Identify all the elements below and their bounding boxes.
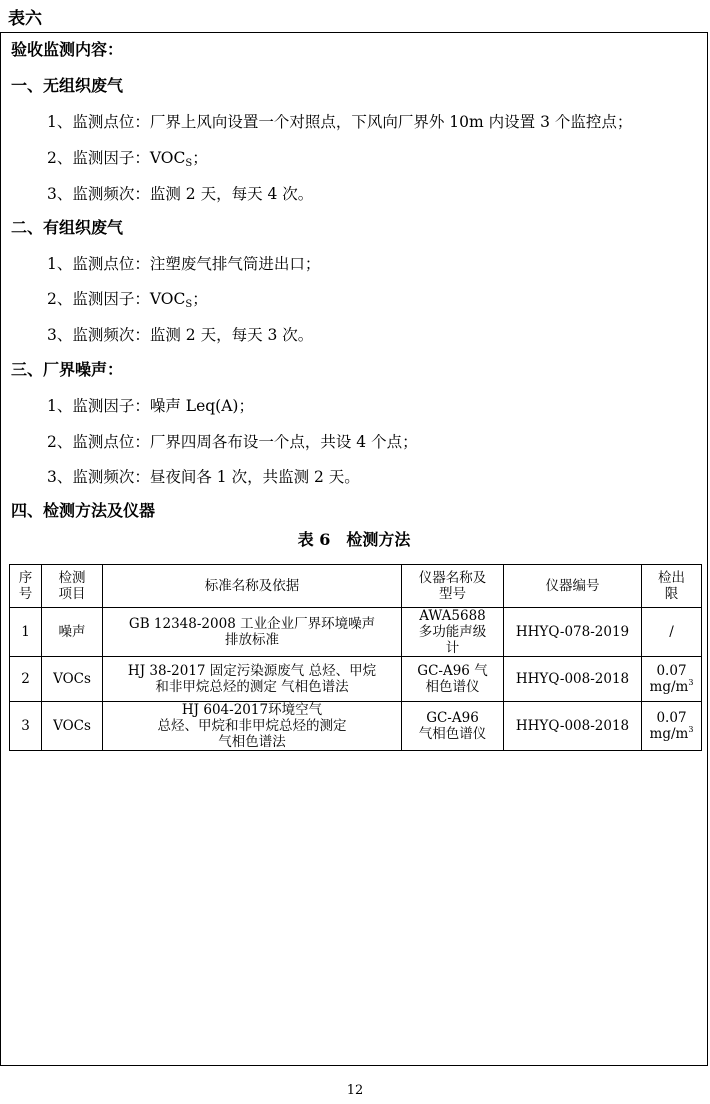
cell-code: HHYQ-008-2018: [504, 657, 642, 702]
table-title: 表 6 检测方法: [297, 530, 411, 549]
page-label: 表六: [8, 9, 42, 29]
unorganized-gas-factor: 2、监测因子：$VOC_S$；: [47, 149, 208, 169]
table-row: [10, 657, 702, 702]
cell-limit: 0.07 $mg/m^3$: [642, 702, 702, 751]
header-seq: 序 号: [10, 565, 42, 608]
methods-table: [9, 564, 702, 751]
header-instrument: 仪器名称及 型号: [402, 565, 504, 608]
noise-frequency: 3、监测频次：昼夜间各 1 次，共监测 2 天。: [47, 468, 360, 486]
page-number: 12: [346, 1083, 364, 1098]
cell-item: 噪声: [42, 608, 103, 657]
section-heading-organized-gas: 二、有组织废气: [11, 218, 124, 237]
table-row: [10, 608, 702, 657]
section-heading-unorganized-gas: 一、无组织废气: [11, 76, 124, 95]
organized-gas-factor: 2、监测因子：$VOC_S$；: [47, 290, 208, 310]
cell-code: HHYQ-078-2019: [504, 608, 642, 657]
content-frame: [0, 32, 708, 1066]
cell-standard: HJ 38-2017 固定污染源废气 总烃、甲烷 和非甲烷总烃的测定 气相色谱法: [103, 657, 402, 702]
cell-seq: 1: [10, 608, 42, 657]
unorganized-gas-points: 1、监测点位：厂界上风向设置一个对照点，下风向厂界外 10m 内设置 3 个监控点；: [47, 113, 633, 131]
section-heading-boundary-noise: 三、厂界噪声：: [11, 360, 124, 379]
cell-instrument: GC-A96 气相色谱仪: [402, 702, 504, 751]
table-row: [10, 702, 702, 751]
header-code: 仪器编号: [504, 565, 642, 608]
cell-limit: 0.07 $mg/m^3$: [642, 657, 702, 702]
noise-factor: 1、监测因子：噪声 Leq(A)；: [47, 397, 254, 415]
organized-gas-points: 1、监测点位：注塑废气排气筒进出口；: [47, 255, 321, 273]
header-standard: 标准名称及依据: [103, 565, 402, 608]
cell-standard: GB 12348-2008 工业企业厂界环境噪声 排放标准: [103, 608, 402, 657]
cell-instrument: GC-A96 气 相色谱仪: [402, 657, 504, 702]
cell-item: VOCs: [42, 657, 103, 702]
cell-seq: 2: [10, 657, 42, 702]
cell-seq: 3: [10, 702, 42, 751]
cell-instrument: AWA5688 多功能声级 计: [402, 608, 504, 657]
header-item: 检测 项目: [42, 565, 103, 608]
noise-points: 2、监测点位：厂界四周各布设一个点，共设 4 个点；: [47, 433, 418, 451]
table-header-row: [10, 565, 702, 608]
intro-heading: 验收监测内容：: [11, 40, 124, 59]
cell-standard: HJ 604-2017环境空气 总烃、甲烷和非甲烷总烃的测定 气相色谱法: [103, 702, 402, 751]
cell-item: VOCs: [42, 702, 103, 751]
unorganized-gas-frequency: 3、监测频次：监测 2 天，每天 4 次。: [47, 185, 314, 203]
organized-gas-frequency: 3、监测频次：监测 2 天，每天 3 次。: [47, 326, 314, 344]
cell-code: HHYQ-008-2018: [504, 702, 642, 751]
section-heading-methods: 四、检测方法及仪器: [11, 501, 156, 520]
header-limit: 检出 限: [642, 565, 702, 608]
cell-limit: /: [642, 608, 702, 657]
